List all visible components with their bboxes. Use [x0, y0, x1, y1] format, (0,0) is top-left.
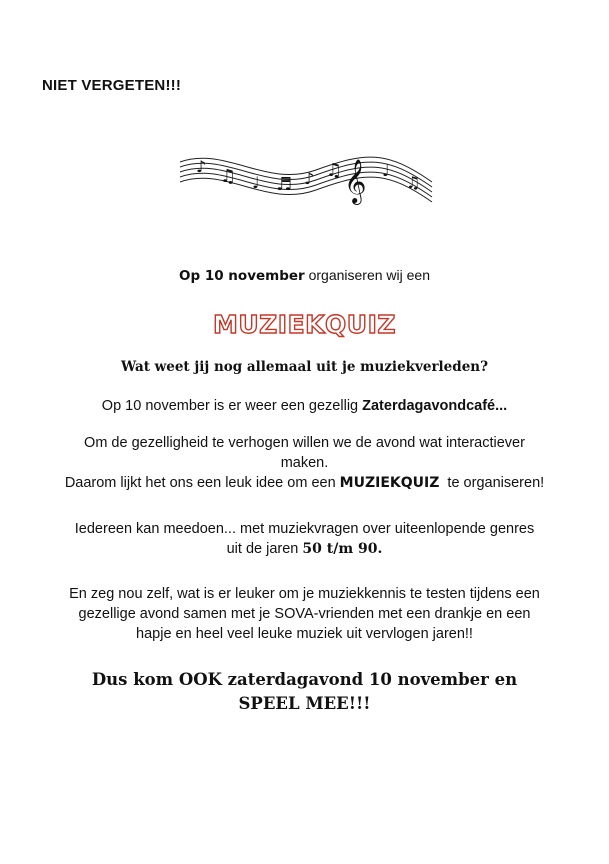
note-symbol: ♩ [252, 173, 260, 192]
question-line: Wat weet jij nog allemaal uit je muziekverleden? [120, 359, 489, 375]
cafe-name: Zaterdagavondcafé... [362, 398, 508, 414]
quiz-title [0, 306, 609, 340]
music-notes-staff-icon [176, 148, 436, 208]
intro-line [30, 267, 579, 284]
note-symbol: ♫ [220, 166, 237, 187]
paragraph-line: gezellige avond samen met je SOVA-vrienden met een drankje en een [78, 606, 531, 622]
paragraph-cafe [30, 396, 579, 416]
paragraph-line: uit de jaren 50 t/m 90. [226, 541, 383, 557]
treble-clef-symbol: 𝄞 [344, 159, 367, 203]
intro-rest: organiseren wij een [304, 267, 430, 283]
paragraph-line: maken. [280, 455, 329, 471]
paragraph-line: En zeg nou zelf, wat is er leuker om je muziekkennis te testen tijdens een [69, 586, 540, 602]
note-symbol: ♬ [276, 174, 293, 195]
decades-range: 50 t/m 90. [302, 541, 383, 557]
paragraph-line: Iedereen kan meedoen... met muziekvragen over uiteenlopende genres [74, 521, 535, 537]
closing-call [30, 668, 579, 716]
note-symbol: ♪ [304, 169, 315, 188]
intro-date: Op 10 november [178, 268, 305, 284]
note-symbol: ♩ [382, 161, 390, 180]
paragraph-genres [30, 519, 579, 559]
reminder-heading: NIET VERGETEN!!! [42, 77, 182, 94]
paragraph-line: hapje en heel veel leuke muziek uit vervlogen jaren!! [136, 626, 473, 642]
closing-line: SPEEL MEE!!! [238, 694, 371, 713]
paragraph-cafe-text: Op 10 november is er weer een gezellig [101, 398, 363, 414]
closing-line: Dus kom OOK zaterdagavond 10 november en [91, 670, 518, 689]
paragraph-line: Om de gezelligheid te verhogen willen we de avond wat interactiever [84, 435, 525, 451]
quiz-name-inline: MUZIEKQUIZ [339, 475, 440, 491]
note-symbol: ♫ [326, 160, 343, 181]
paragraph-interactive [30, 433, 579, 493]
note-symbol: ♪ [196, 157, 207, 176]
paragraph-line: Daarom lijkt het ons een leuk idee om een MUZIEKQUIZ te organiseren! [64, 475, 545, 491]
note-symbol: ♫ [406, 173, 421, 192]
paragraph-evening [30, 584, 579, 644]
svg-text:MUZIEKQUIZ: MUZIEKQUIZ [212, 310, 397, 339]
